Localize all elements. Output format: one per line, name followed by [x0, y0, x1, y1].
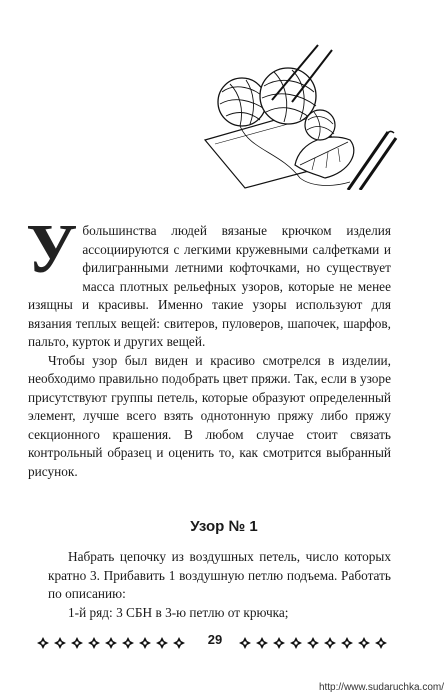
ornament-icon	[155, 636, 169, 650]
drop-cap-letter: У	[26, 211, 78, 288]
watermark-url: http://www.sudaruchka.com/	[318, 682, 444, 693]
ornament-icon	[172, 636, 186, 650]
ornament-icon	[238, 636, 252, 650]
ornament-icon	[121, 636, 135, 650]
pattern-row-1: 1-й ряд: 3 СБН в 3-ю петлю от крючка;	[68, 604, 289, 620]
ornament-icon	[87, 636, 101, 650]
ornament-icon	[53, 636, 67, 650]
section-heading: Узор № 1	[190, 518, 258, 535]
page-number: 29	[207, 632, 223, 647]
ornament-icon	[357, 636, 371, 650]
ornament-icon	[138, 636, 152, 650]
ornament-icon	[289, 636, 303, 650]
yarn-and-hooks-illustration	[200, 40, 400, 190]
pattern-instructions	[48, 548, 391, 622]
ornament-icon	[306, 636, 320, 650]
ornament-icon	[104, 636, 118, 650]
intro-text	[26, 211, 391, 481]
ornament-icon	[374, 636, 388, 650]
ornament-icon	[70, 636, 84, 650]
ornament-icon	[340, 636, 354, 650]
ornament-row-right	[238, 636, 388, 650]
intro-paragraph-2: Чтобы узор был виден и красиво смотрелся в изделии, необходимо правильно подобрать цвет пряжи. Так, если в узоре присутствуют группы петель, которые образуют определенный элемент, лучше всего взять однотонную пряжу либо пряжу секционного крашения. В любом случае стоит связать контрольный образец и оценить то, как смотрится выбранный рисунок.	[28, 352, 391, 479]
intro-paragraph-1: большинства людей вязаные крючком изделия ассоциируются с легкими кружевными салфетками и филигранными летними кофточками, но существует масса плотных рельефных узоров, которые не менее изящны и красивы. Именно такие узоры используют для вязания теплых вещей: свитеров, пуловеров, шапочек, шарфов, пальто, курток и других вещей.	[28, 223, 391, 349]
ornament-icon	[272, 636, 286, 650]
ornament-row-left	[36, 636, 186, 650]
ornament-icon	[323, 636, 337, 650]
ornament-icon	[255, 636, 269, 650]
page-footer	[36, 632, 386, 654]
pattern-paragraph-1: Набрать цепочку из воздушных петель, число которых кратно 3. Прибавить 1 воздушную петлю подъема. Работать по описанию:	[48, 549, 391, 601]
ornament-icon	[36, 636, 50, 650]
